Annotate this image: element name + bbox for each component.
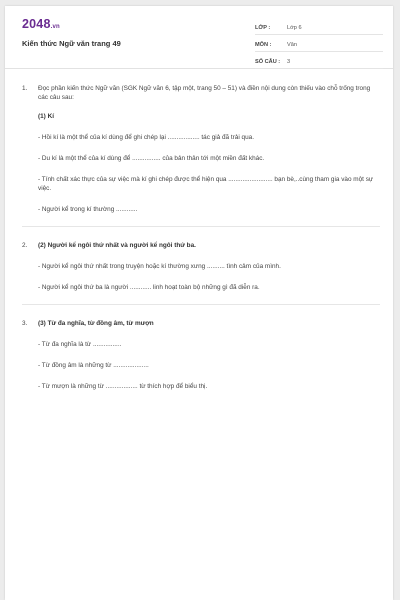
document-header — [5, 6, 393, 69]
document-meta — [255, 18, 383, 69]
document-content — [22, 84, 380, 403]
question-heading: (3) Từ đa nghĩa, từ đồng âm, từ mượn — [38, 320, 154, 327]
question-3 — [22, 319, 380, 391]
site-logo[interactable] — [22, 17, 60, 31]
question-number: 3. — [22, 320, 28, 327]
section-divider — [22, 226, 380, 227]
fill-blank-line: - Du kí là một thể của kí dùng để ................ của bản thân tới một miền đất khác. — [38, 155, 265, 162]
fill-blank-line: - Từ đa nghĩa là từ ................ — [38, 341, 122, 348]
question-2 — [22, 241, 380, 292]
question-heading: (2) Người kể ngôi thứ nhất và người kể ngôi thứ ba. — [38, 242, 196, 249]
meta-row-count — [255, 52, 383, 69]
meta-value: 3 — [287, 59, 291, 65]
question-heading: (1) Kí — [38, 113, 54, 120]
question-intro: Đọc phần kiến thức Ngữ văn (SGK Ngữ văn 6, tập một, trang 50 – 51) và điền nội dung còn thiếu vào chỗ trống trong các câu sau: — [38, 85, 371, 101]
question-number: 1. — [22, 85, 28, 92]
fill-blank-line: - Người kể trong kí thường ............ — [38, 206, 138, 213]
meta-label: LỚP : — [255, 25, 271, 31]
fill-blank-line: - Người kể ngôi thứ ba là người ............ linh hoạt toàn bộ những gì đã diễn ra. — [38, 284, 260, 291]
fill-blank-line: - Hồi kí là một thể của kí dùng để ghi chép lại .................. tác giả đã trải qua. — [38, 134, 254, 141]
document-title: Kiến thức Ngữ văn trang 49 — [22, 39, 121, 48]
logo-domain: .vn — [50, 24, 60, 30]
meta-row-subject — [255, 35, 383, 52]
fill-blank-line: - Từ đồng âm là những từ .................... — [38, 362, 149, 369]
meta-value: Văn — [287, 42, 297, 48]
fill-blank-line: - Tính chất xác thực của sự việc mà kí ghi chép được thể hiện qua ......................... bạn bè,..cùng tham gia vào một sự việc. — [38, 176, 374, 192]
section-divider — [22, 304, 380, 305]
meta-row-class — [255, 18, 383, 35]
question-1 — [22, 84, 380, 214]
question-number: 2. — [22, 242, 28, 249]
meta-label: SỐ CÂU : — [255, 59, 281, 65]
fill-blank-line: - Người kể ngôi thứ nhất trong truyện hoặc kí thường xưng .......... tình cảm của mình. — [38, 263, 281, 270]
meta-value: Lớp 6 — [287, 25, 302, 31]
document-page — [5, 6, 393, 600]
logo-text: 2048 — [22, 17, 51, 31]
fill-blank-line: - Từ mượn là những từ .................. từ thích hợp để biểu thị. — [38, 383, 208, 390]
meta-label: MÔN : — [255, 42, 272, 48]
